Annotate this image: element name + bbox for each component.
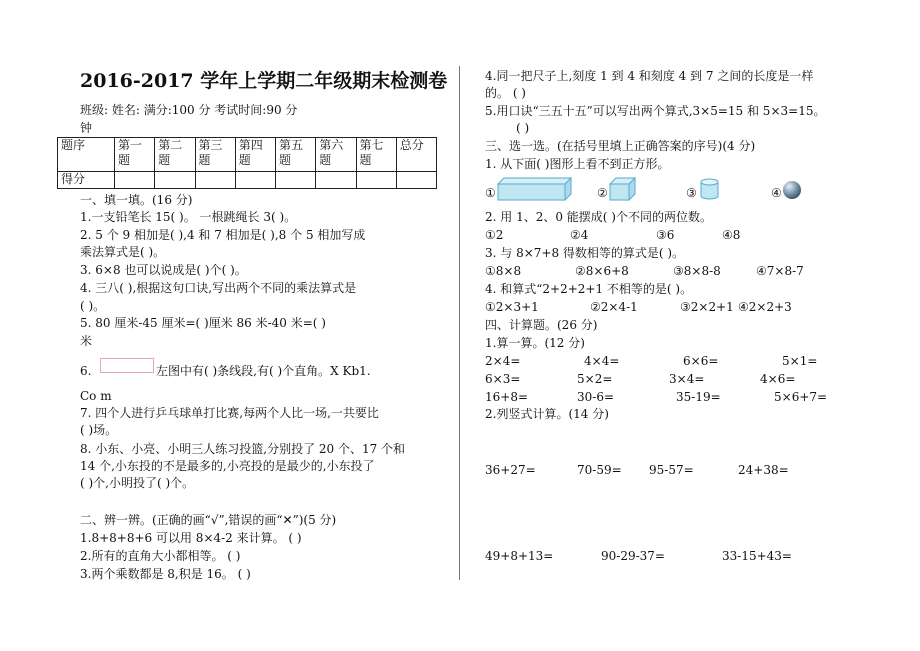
vertical-calc-title: 2.列竖式计算。(14 分) xyxy=(485,407,609,421)
score-cell[interactable] xyxy=(115,172,155,189)
shape-label-1: ① xyxy=(485,186,496,200)
calc-item: 6×6= xyxy=(683,354,719,368)
score-cell[interactable] xyxy=(155,172,195,189)
score-table-header-row xyxy=(58,138,437,172)
choice-4-option-2: ②2×4-1 xyxy=(590,300,638,314)
score-table-score-row xyxy=(58,172,437,189)
score-cell[interactable] xyxy=(316,172,356,189)
choice-4: 4. 和算式“2+2+2+1 不相等的是( )。 xyxy=(485,282,693,296)
choice-3: 3. 与 8×7+8 得数相等的算式是( )。 xyxy=(485,246,685,260)
choice-3-option-4: ④7×8-7 xyxy=(756,264,804,278)
judge-5-cont: ( ) xyxy=(516,121,530,135)
calc-item: 5×6+7= xyxy=(774,390,828,404)
score-header-cell: 题序 xyxy=(58,138,115,172)
score-cell[interactable] xyxy=(235,172,275,189)
score-header-cell: 第五题 xyxy=(276,138,316,172)
score-row-label: 得分 xyxy=(58,172,115,189)
choice-3-option-3: ③8×8-8 xyxy=(673,264,721,278)
question-1-2: 2. 5 个 9 相加是( ),4 和 7 相加是( ),8 个 5 相加写成 xyxy=(80,228,366,242)
calc-item: 4×6= xyxy=(760,372,796,386)
score-header-cell: 第二题 xyxy=(155,138,195,172)
choice-1: 1. 从下面( )图形上看不到正方形。 xyxy=(485,157,670,171)
judge-5: 5.用口诀“三五十五”可以写出两个算式,3×5=15 和 5×3=15。 xyxy=(485,104,826,118)
choice-3-option-1: ①8×8 xyxy=(485,264,522,278)
question-1-2-cont: 乘法算式是( )。 xyxy=(80,245,166,259)
score-cell[interactable] xyxy=(276,172,316,189)
judge-1: 1.8+8+8+6 可以用 8×4-2 来计算。 ( ) xyxy=(80,531,302,545)
calc-item: 6×3= xyxy=(485,372,521,386)
question-1-6-number: 6. xyxy=(80,364,92,378)
section-1-title: 一、填一填。(16 分) xyxy=(80,193,193,207)
section-3-title: 三、选一选。(在括号里填上正确答案的序号)(4 分) xyxy=(485,139,756,153)
shape-label-3: ③ xyxy=(686,186,697,200)
score-cell[interactable] xyxy=(396,172,436,189)
cylinder-icon xyxy=(700,178,720,200)
score-cell[interactable] xyxy=(356,172,396,189)
choice-2-option-4: ④8 xyxy=(722,228,741,242)
judge-4-cont: 的。 ( ) xyxy=(485,86,526,100)
question-1-6: 左图中有( )条线段,有( )个直角。X Kb1. xyxy=(156,364,371,378)
calc-item: 35-19= xyxy=(676,390,721,404)
score-table xyxy=(57,137,437,189)
question-1-8: 8. 小东、小亮、小明三人练习投篮,分别投了 20 个、17 个和 xyxy=(80,442,406,456)
shape-label-4: ④ xyxy=(771,186,782,200)
score-header-cell: 总分 xyxy=(396,138,436,172)
calc-item: 5×1= xyxy=(782,354,818,368)
question-1-7-cont: ( )场。 xyxy=(80,423,118,437)
vertical-calc-item: 49+8+13= xyxy=(485,549,554,563)
calc-item: 5×2= xyxy=(577,372,613,386)
shape-label-2: ② xyxy=(597,186,608,200)
choice-4-option-1: ①2×3+1 xyxy=(485,300,539,314)
vertical-calc-item: 95-57= xyxy=(649,463,694,477)
judge-2: 2.所有的直角大小都相等。 ( ) xyxy=(80,549,241,563)
student-info-line: 班级: 姓名: 满分:100 分 考试时间:90 分 xyxy=(80,103,298,117)
question-1-4-cont: ( )。 xyxy=(80,299,106,313)
judge-4: 4.同一把尺子上,刻度 1 到 4 和刻度 4 到 7 之间的长度是一样 xyxy=(485,69,814,83)
choice-2-option-2: ②4 xyxy=(570,228,589,242)
vertical-calc-item: 90-29-37= xyxy=(601,549,665,563)
score-header-cell: 第四题 xyxy=(235,138,275,172)
question-1-6-cont: Co m xyxy=(80,389,112,403)
question-1-5-cont: 米 xyxy=(80,334,93,348)
vertical-calc-item: 33-15+43= xyxy=(722,549,792,563)
judge-3: 3.两个乘数都是 8,积是 16。 ( ) xyxy=(80,567,251,581)
question-1-3: 3. 6×8 也可以说成是( )个( )。 xyxy=(80,263,247,277)
vertical-calc-item: 24+38= xyxy=(738,463,789,477)
question-1-1: 1.一支铅笔长 15( )。 一根跳绳长 3( )。 xyxy=(80,210,297,224)
calc-item: 4×4= xyxy=(584,354,620,368)
column-divider xyxy=(459,66,460,580)
cube-icon xyxy=(609,177,637,201)
section-2-title: 二、辨一辨。(正确的画“√”,错误的画“✕”)(5 分) xyxy=(80,513,337,527)
calc-item: 30-6= xyxy=(577,390,615,404)
calc-item: 2×4= xyxy=(485,354,521,368)
question-1-8-cont: 14 个,小东投的不是最多的,小亮投的是最少的,小东投了 xyxy=(80,459,375,473)
question-1-5: 5. 80 厘米-45 厘米=( )厘米 86 米-40 米=( ) xyxy=(80,316,326,330)
score-header-cell: 第三题 xyxy=(195,138,235,172)
calc-item: 16+8= xyxy=(485,390,529,404)
choice-2: 2. 用 1、2、0 能摆成( )个不同的两位数。 xyxy=(485,210,712,224)
score-header-cell: 第七题 xyxy=(356,138,396,172)
choice-4-option-3: ③2×2+1 xyxy=(680,300,734,314)
page-title: 2016-2017 学年上学期二年级期末检测卷 xyxy=(80,70,448,92)
question-1-8-cont2: ( )个,小明投了( )个。 xyxy=(80,476,195,490)
calc-item: 3×4= xyxy=(669,372,705,386)
choice-3-option-2: ②8×6+8 xyxy=(575,264,629,278)
cuboid-icon xyxy=(497,177,573,201)
rectangle-figure xyxy=(100,358,154,373)
question-1-4: 4. 三八( ),根据这句口诀,写出两个不同的乘法算式是 xyxy=(80,281,357,295)
score-header-cell: 第一题 xyxy=(115,138,155,172)
section-4-title: 四、计算题。(26 分) xyxy=(485,318,598,332)
score-header-cell: 第六题 xyxy=(316,138,356,172)
score-cell[interactable] xyxy=(195,172,235,189)
mental-math-title: 1.算一算。(12 分) xyxy=(485,336,585,350)
sphere-icon xyxy=(782,180,802,200)
question-1-7: 7. 四个人进行乒乓球单打比赛,每两个人比一场,一共要比 xyxy=(80,406,379,420)
choice-2-option-3: ③6 xyxy=(656,228,675,242)
vertical-calc-item: 36+27= xyxy=(485,463,536,477)
vertical-calc-item: 70-59= xyxy=(577,463,622,477)
choice-2-option-1: ①2 xyxy=(485,228,504,242)
student-info-wrap: 钟 xyxy=(80,121,93,135)
choice-4-option-4: ④2×2+3 xyxy=(738,300,792,314)
